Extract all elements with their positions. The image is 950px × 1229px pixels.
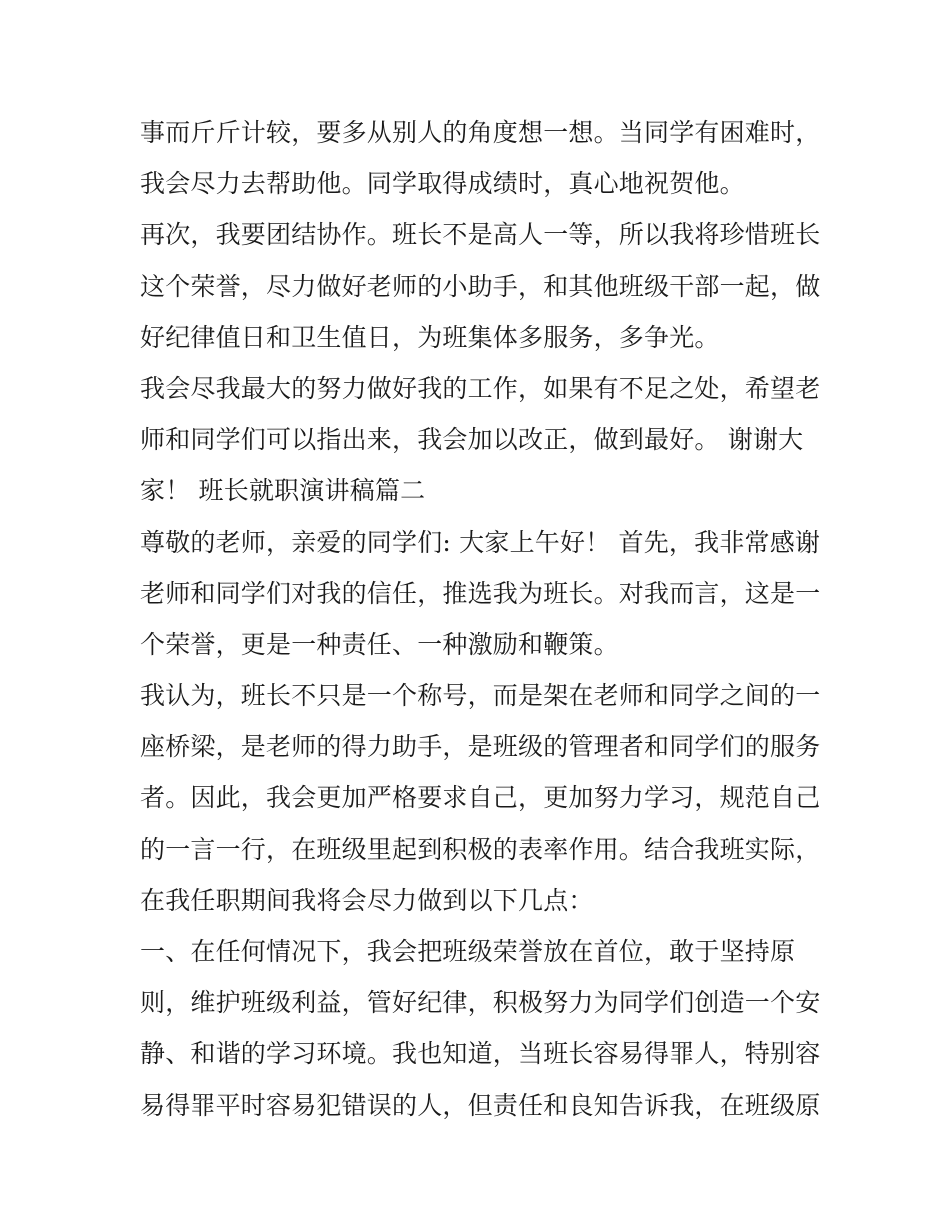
body-text [140, 107, 820, 1131]
text-line: 我会尽我最大的努力做好我的工作，如果有不足之处，希望老 [140, 373, 821, 403]
text-line: 座桥梁，是老师的得力助手，是班级的管理者和同学们的服务 [140, 732, 821, 762]
text-line: 这个荣誉，尽力做好老师的小助手，和其他班级干部一起，做 [140, 271, 821, 301]
text-line: 尊敬的老师，亲爱的同学们: 大家上午好！ 首先，我非常感谢 [140, 527, 821, 557]
text-line: 则，维护班级利益，管好纪律，积极努力为同学们创造一个安 [140, 988, 821, 1018]
section-heading-line: 家！ 班长就职演讲稿篇二 [140, 476, 426, 506]
text-line: 好纪律值日和卫生值日，为班集体多服务，多争光。 [140, 322, 720, 352]
text-line: 事而斤斤计较，要多从别人的角度想一想。当同学有困难时， [140, 118, 821, 147]
text-line: 静、和谐的学习环境。我也知道，当班长容易得罪人，特别容 [140, 1039, 821, 1069]
text-line: 者。因此，我会更加严格要求自己，更加努力学习，规范自己 [140, 783, 821, 813]
text-line: 老师和同学们对我的信任，推选我为班长。对我而言，这是一 [140, 578, 821, 608]
text-line: 个荣誉，更是一种责任、一种激励和鞭策。 [140, 629, 619, 659]
text-line: 在我任职期间我将会尽力做到以下几点： [140, 885, 594, 915]
text-line: 师和同学们可以指出来，我会加以改正，做到最好。 谢谢大 [140, 425, 804, 455]
text-line: 再次，我要团结协作。班长不是高人一等，所以我将珍惜班长 [140, 220, 821, 250]
text-line: 一、在任何情况下，我会把班级荣誉放在首位，敢于坚持原 [140, 937, 796, 966]
text-line: 我会尽力去帮助他。同学取得成绩时，真心地祝贺他。 [140, 169, 745, 199]
text-line: 的一言一行，在班级里起到积极的表率作用。结合我班实际， [140, 834, 821, 864]
text-line: 我认为，班长不只是一个称号，而是架在老师和同学之间的一 [140, 681, 821, 711]
text-line: 易得罪平时容易犯错误的人，但责任和良知告诉我，在班级原 [140, 1090, 821, 1120]
